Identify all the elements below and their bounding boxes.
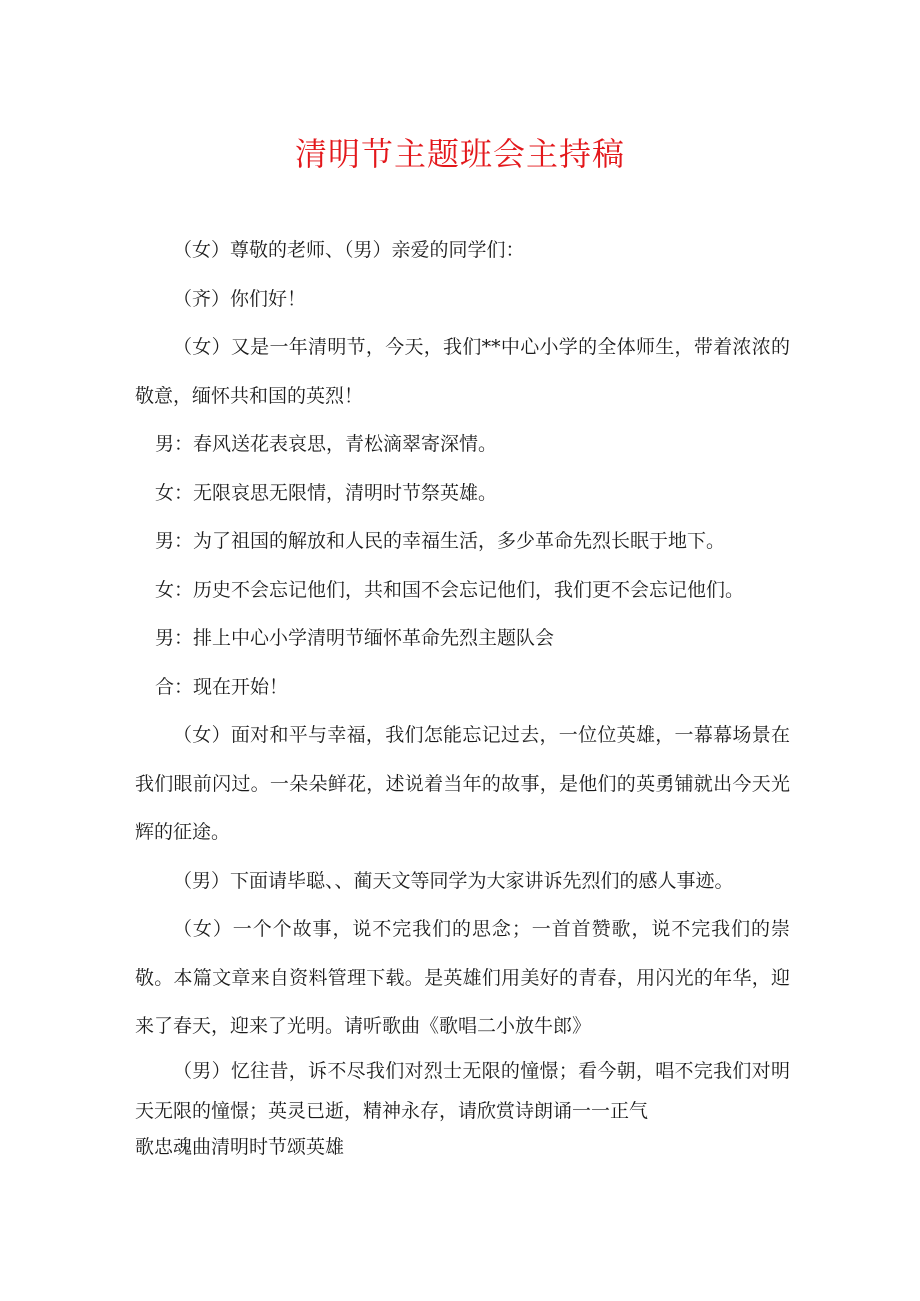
paragraph-intro: （女）又是一年清明节，今天，我们**中心小学的全体师生，带着浓浓的敬意，缅怀共和国的英烈！ — [135, 336, 790, 407]
paragraph-hello: （齐）你们好！ — [173, 287, 307, 310]
paragraph-male-3: 男：排上中心小学清明节缅怀革命先烈主题队会 — [155, 627, 555, 649]
paragraph-male-1: 男：春风送花表哀思，青松滴翠寄深情。 — [155, 433, 498, 455]
document-body — [135, 226, 790, 1163]
paragraph-male-poem: （男）忆往昔，诉不尽我们对烈士无限的憧憬；看今朝，唱不完我们对明天无限的憧憬；英灵已逝，精神永存，请欣赏诗朗诵一一正气 — [135, 1059, 790, 1122]
document-title: 清明节主题班会主持稿 — [294, 135, 625, 173]
paragraph-female-peace: （女）面对和平与幸福，我们怎能忘记过去，一位位英雄，一幕幕场景在我们眼前闪过。一朵朵鲜花，述说着当年的故事，是他们的英勇铺就出今天光辉的征途。 — [135, 724, 790, 843]
paragraph-male-2: 男：为了祖国的解放和人民的幸福生活，多少革命先烈长眠于地下。 — [155, 530, 726, 552]
paragraph-female-2: 女：历史不会忘记他们，共和国不会忘记他们，我们更不会忘记他们。 — [155, 578, 745, 601]
paragraph-together: 合：现在开始！ — [155, 675, 289, 698]
paragraph-greeting: （女）尊敬的老师、（男）亲爱的同学们： — [173, 239, 525, 261]
paragraph-closing-line: 歌忠魂曲清明时节颂英雄 — [135, 1135, 345, 1158]
paragraph-male-stories: （男）下面请毕聪、、蔺天文等同学为大家讲诉先烈们的感人事迹。 — [173, 869, 734, 892]
paragraph-female-1: 女：无限哀思无限情，清明时节祭英雄。 — [155, 481, 498, 504]
paragraph-female-song: （女）一个个故事，说不完我们的思念；一首首赞歌，说不完我们的崇敬。本篇文章来自资料管理下载。是英雄们用美好的青春，用闪光的年华，迎来了春天，迎来了光明。请听歌曲《歌唱二小放牛郎》 — [135, 918, 790, 1037]
